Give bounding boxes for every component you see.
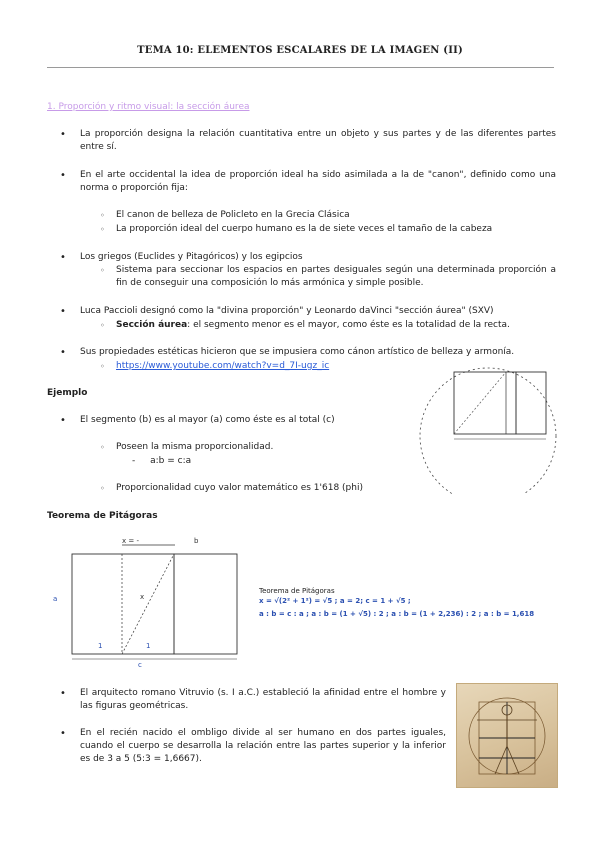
formula-dash: - (132, 456, 136, 466)
golden-section-figure (418, 364, 558, 494)
bullet-canon: • En el arte occidental la idea de proporción ideal ha sido asimilada a la de "canon", definido como una norma o proporción fija: (80, 169, 556, 195)
ejemplo-heading: Ejemplo (47, 388, 88, 398)
formula-line-1: x = √(2² + 1²) = √5 ; a = 2; c = 1 + √5 ; (259, 597, 411, 605)
fig-hypotenuse (122, 554, 174, 654)
bullet-paccioli: • Luca Paccioli designó como la "divina proporción" y Leonardo daVinci "sección áurea" (SXV) (80, 305, 556, 318)
youtube-link[interactable]: https://www.youtube.com/watch?v=d_7I-ugz_ic (116, 361, 330, 371)
figure-minor-rect (516, 372, 546, 434)
bullet-segmento: • El segmento (b) es al mayor (a) como éste es al total (c) (80, 414, 410, 427)
figure-square (454, 372, 516, 434)
figure-circle (420, 368, 556, 494)
vitruvian-man-image (456, 683, 558, 788)
vitruvian-leg-left (495, 746, 507, 774)
formula-ab: a:b = c:a (150, 456, 192, 466)
title-divider (47, 67, 554, 68)
sub-proporcionalidad: ◦ Poseen la misma proporcionalidad. (116, 441, 416, 454)
vitruvian-leg-right (507, 746, 519, 774)
fig-diag-x: x (140, 593, 145, 601)
fig-side-a: a (53, 595, 58, 603)
fig-square (72, 554, 174, 654)
fig-bottom-1b: 1 (146, 642, 151, 650)
pitagoras-figure (50, 533, 250, 668)
formula-line-2: a : b = c : a ; a : b = (1 + √5) : 2 ; a : b = (1 + 2,236) : 2 ; a : b = 1,618 (259, 610, 535, 618)
vitruvian-sketch (457, 684, 557, 787)
sub-siete-cabezas: ◦ La proporción ideal del cuerpo humano es la de siete veces el tamaño de la cabeza (116, 223, 546, 236)
bullet-griegos: • Los griegos (Euclides y Pitagóricos) y los egipcios (80, 251, 556, 264)
pitagoras-formula-block (259, 586, 534, 619)
figure-diagonal (454, 372, 506, 434)
formula-row (132, 455, 191, 468)
fig-bottom-c: c (138, 661, 142, 668)
bullet-recien-nacido: • En el recién nacido el ombligo divide al ser humano en dos partes iguales, cuando el cuerpo se desarrolla la relación entre las partes superior y la inferior es de 3 a 5 (5:3 = 1,6667). (80, 727, 446, 766)
sub-phi: ◦ Proporcionalidad cuyo valor matemático es 1'618 (phi) (116, 482, 436, 495)
fig-top-x: x = - (122, 537, 139, 545)
bullet-proporcion: • La proporción designa la relación cuantitativa entre un objeto y sus partes y de las diferentes partes entre sí. (80, 128, 556, 154)
seccion-aurea-definition: : el segmento menor es el mayor, como éste es la totalidad de la recta. (187, 320, 510, 330)
section-heading-link[interactable]: 1. Proporción y ritmo visual: la sección áurea (47, 102, 250, 112)
page-title: TEMA 10: ELEMENTOS ESCALARES DE LA IMAGEN (II) (137, 45, 463, 56)
sub-policleto: ◦ El canon de belleza de Policleto en la Grecia Clásica (116, 209, 546, 222)
sub-seccion-aurea (116, 319, 556, 332)
section-heading[interactable] (47, 101, 250, 114)
formula-title: Teorema de Pitágoras (259, 587, 335, 595)
sub-sistema: ◦ Sistema para seccionar los espacios en partes desiguales según una determinada proporción a fin de conseguir una composición lo más armónica y simple posible. (116, 264, 556, 290)
fig-rect (174, 554, 237, 654)
seccion-aurea-term: Sección áurea (116, 320, 188, 330)
sub-youtube-link[interactable] (116, 360, 416, 373)
fig-top-b: b (194, 537, 199, 545)
fig-bottom-1a: 1 (98, 642, 103, 650)
bullet-vitruvio: • El arquitecto romano Vitruvio (s. I a.C.) estableció la afinidad entre el hombre y las figuras geométricas. (80, 687, 446, 713)
bullet-propiedades: • Sus propiedades estéticas hicieron que se impusiera como cánon artístico de belleza y armonía. (80, 346, 556, 359)
pitagoras-heading: Teorema de Pitágoras (47, 511, 158, 521)
